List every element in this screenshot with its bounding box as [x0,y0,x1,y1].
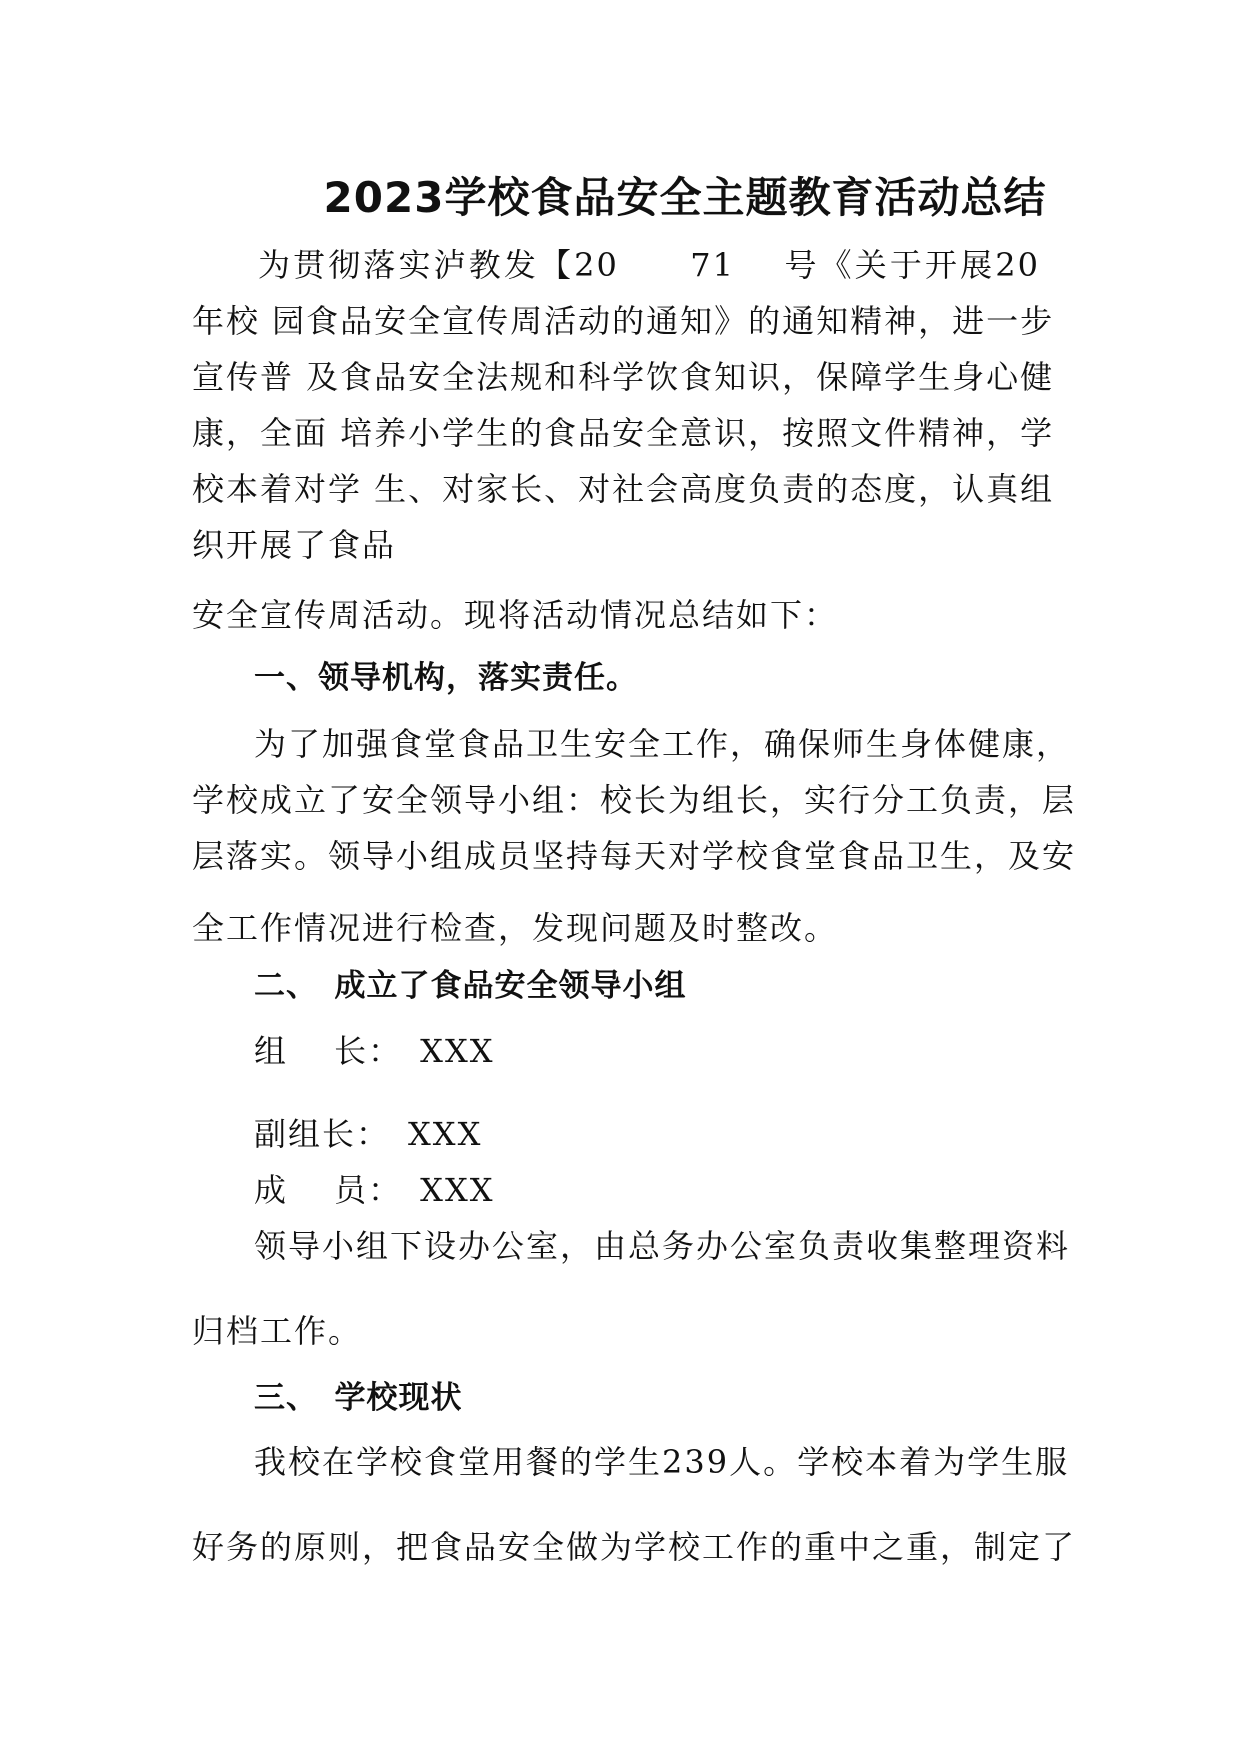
member-line: 组 长： XXX [254,1032,495,1070]
paragraph-line: 为了加强食堂食品卫生安全工作，确保师生身体健康， [254,725,1071,763]
paragraph-line: 校本着对学 生、对家长、对社会高度负责的态度，认真组 [192,470,1055,508]
paragraph-line: 层落实。领导小组成员坚持每天对学校食堂食品卫生，及安 [192,837,1077,875]
paragraph-line: 学校成立了安全领导小组：校长为组长，实行分工负责，层 [192,781,1077,819]
paragraph-line: 织开展了食品 [192,526,397,564]
paragraph-line: 康，全面 培养小学生的食品安全意识，按照文件精神，学 [192,414,1055,452]
paragraph-line: 好务的原则，把食品安全做为学校工作的重中之重，制定了 [192,1528,1077,1566]
section-heading: 二、 成立了食品安全领导小组 [254,968,687,1004]
paragraph-line: 年校 园食品安全宣传周活动的通知》的通知精神，进一步 [192,302,1055,340]
member-line: 副组长： XXX [254,1115,483,1153]
paragraph-line: 我校在学校食堂用餐的学生239人。学校本着为学生服 [254,1443,1070,1481]
paragraph-line: 全工作情况进行检查，发现问题及时整改。 [192,909,839,947]
document-title: 2023学校食品安全主题教育活动总结 [323,173,1047,222]
paragraph-line: 宣传普 及食品安全法规和科学饮食知识，保障学生身心健 [192,358,1055,396]
member-line: 成 员： XXX [254,1171,495,1209]
paragraph-line: 领导小组下设办公室，由总务办公室负责收集整理资料 [254,1227,1071,1265]
section-heading: 一、领导机构，落实责任。 [254,660,638,696]
section-heading: 三、 学校现状 [254,1380,463,1416]
paragraph-line: 归档工作。 [192,1312,363,1350]
paragraph-line: 为贯彻落实泸教发【20 71 号《关于开展20 [258,246,1040,284]
paragraph-line: 安全宣传周活动。现将活动情况总结如下： [192,596,839,634]
